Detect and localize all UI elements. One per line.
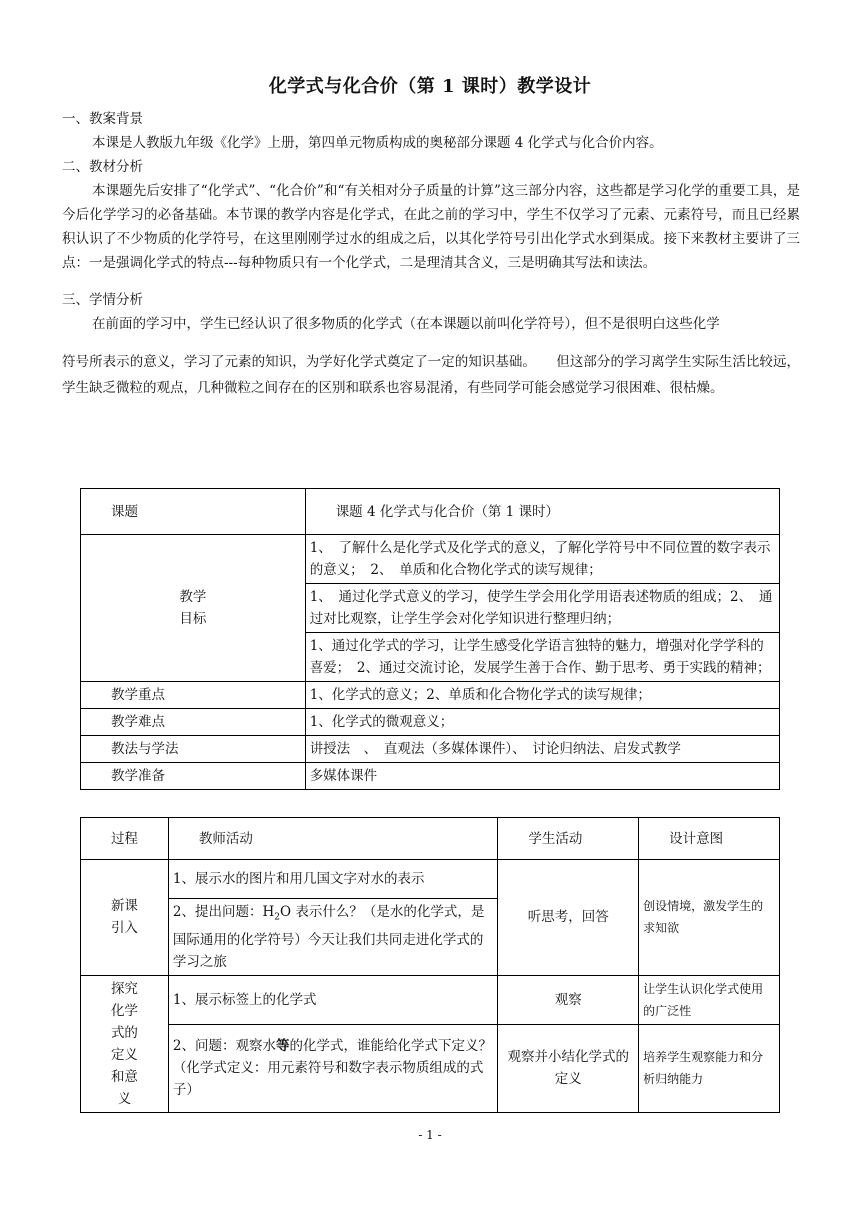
header-process: 过程 (81, 818, 169, 860)
section-text-students-line1: 在前面的学习中，学生已经认识了很多物质的化学式（在本课题以前叫化学符号），但不是很明白这些化学 (92, 316, 720, 332)
key-points-value: 1、化学式的意义；2、单质和化合物化学式的读写规律； (305, 682, 779, 709)
preparation-value: 多媒体课件 (305, 763, 779, 790)
table-row (81, 736, 780, 763)
header-intent: 设计意图 (639, 818, 780, 860)
explore-teacher-1: 1、展示标签上的化学式 (168, 975, 497, 1024)
table-row (81, 682, 780, 709)
water-subscript: 2 (274, 912, 280, 923)
explore-student-1: 观察 (498, 975, 639, 1024)
explore-student-2: 观察并小结化学式的定义 (498, 1024, 639, 1112)
explore-teacher-2-bold: 等 (275, 1038, 290, 1055)
table-row (81, 709, 780, 736)
explore-intent-2: 培养学生观察能力和分析归纳能力 (639, 1024, 780, 1112)
stage-explore-label: 探究 化学 式的 定义 和意 义 (81, 975, 169, 1112)
intro-teacher-2 (168, 899, 497, 976)
intro-intent: 创设情境，激发学生的求知欲 (639, 860, 780, 976)
table-row (81, 535, 780, 584)
page-number: - 1 - (418, 1128, 442, 1142)
header-student: 学生活动 (498, 818, 639, 860)
preparation-label: 教学准备 (81, 763, 306, 790)
explore-teacher-2-part1: 2、问题：观察水 (172, 1038, 276, 1055)
topic-value: 课题 4 化学式与化合价（第 1 课时） (305, 489, 779, 535)
table-row (81, 763, 780, 790)
stage-intro-label: 新课 引入 (81, 860, 169, 976)
explore-teacher-2-part2: 的化学式，谁能给化学式下定义？ (289, 1038, 492, 1055)
topic-label: 课题 (81, 489, 306, 535)
goal-knowledge: 1、 了解什么是化学式及化学式的意义，了解化学符号中不同位置的数字表示的意义； 2、 单质和化合物化学式的读写规律； (305, 535, 779, 584)
goal-emotion: 1、通过化学式的学习，让学生感受化学语言独特的魅力，增强对化学学科的喜爱； 2、通过交流讨论，发展学生善于合作、勤于思考、勇于实践的精神； (305, 633, 779, 682)
section-text-background: 本课是人教版九年级《化学》上册，第四单元物质构成的奥秘部分课题 4 化学式与化合价内容。 (92, 135, 663, 151)
goals-label-line1: 教学 (179, 589, 207, 605)
difficulty-value: 1、化学式的微观意义； (305, 709, 779, 736)
difficulty-label: 教学难点 (81, 709, 306, 736)
intro-teacher-2-part2: O 表示什么？（是水的化学式，是国际通用的化学符号）今天让我们共同走进化学式的学习之旅 (172, 904, 485, 970)
lesson-info-table (80, 488, 780, 790)
section-text-material: 本课题先后安排了“化学式”、“化合价”和“有关相对分子质量的计算”这三部分内容，这些都是学习化学的重要工具，是今后化学学习的必备基础。本节课的教学内容是化学式，在此之前的学习中，学生不仅学习了元素、元素符号，而且已经累积认识了不少物质的化学符号，在这里刚刚学过水的组成之后，以其化学符号引出化学式水到渠成。接下来教材主要讲了三点：一是强调化学式的特点---每种物质只有一个化学式，二是理清其含义，三是明确其写法和读法。 (62, 183, 800, 271)
header-teacher: 教师活动 (168, 818, 497, 860)
section-text-students-rest: 符号所表示的意义，学习了元素的知识，为学好化学式奠定了一定的知识基础。 但这部分的学习离学生实际生活比较远，学生缺乏微粒的观点，几种微粒之间存在的区别和联系也容易混淆，有些同学可能会感觉学习很困难、很枯燥。 (62, 354, 800, 396)
goal-process: 1、 通过化学式意义的学习，使学生学会用化学用语表述物质的组成；2、 通过对比观察，让学生学会对化学知识进行整理归纳； (305, 584, 779, 633)
table-header-row (81, 818, 780, 860)
section-heading-background: 一、教案背景 (62, 111, 143, 127)
table-row (81, 1024, 780, 1112)
goals-label (81, 535, 306, 682)
intro-teacher-1: 1、展示水的图片和用几国文字对水的表示 (168, 860, 497, 899)
table-row (81, 860, 780, 899)
intro-student: 听思考，回答 (498, 860, 639, 976)
goals-label-line2: 目标 (179, 611, 207, 627)
table-row (81, 489, 780, 535)
table-row (81, 975, 780, 1024)
explore-intent-1: 让学生认识化学式使用的广泛性 (639, 975, 780, 1024)
explore-teacher-2 (168, 1024, 497, 1112)
document-title: 化学式与化合价（第 1 课时）教学设计 (268, 76, 592, 97)
lesson-process-table (80, 817, 780, 1113)
intro-teacher-2-part1: 2、提出问题：H (172, 904, 275, 920)
explore-teacher-2-definition: （化学式定义：用元素符号和数字表示物质组成的式子） (172, 1060, 484, 1099)
section-heading-students: 三、学情分析 (62, 292, 143, 308)
method-label: 教法与学法 (81, 736, 306, 763)
section-heading-material: 二、教材分析 (62, 159, 143, 175)
key-points-label: 教学重点 (81, 682, 306, 709)
method-value: 讲授法 、 直观法（多媒体课件）、 讨论归纳法、启发式教学 (305, 736, 779, 763)
